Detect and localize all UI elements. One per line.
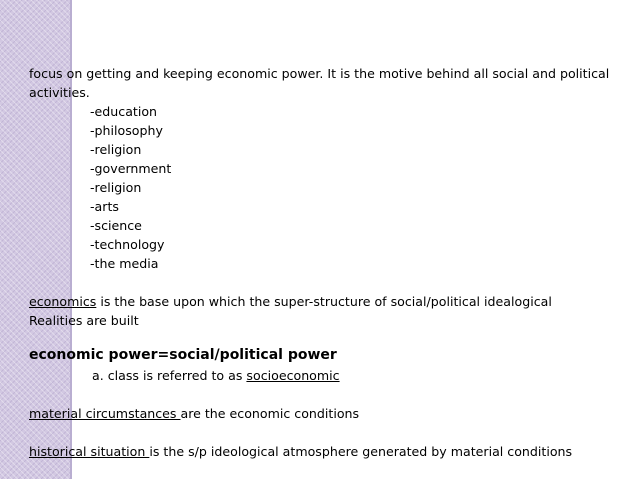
institution-list bbox=[29, 102, 629, 273]
power-heading: economic power=social/political power bbox=[29, 347, 337, 363]
material-paragraph bbox=[29, 404, 629, 423]
material-term: material circumstances bbox=[29, 406, 181, 421]
slide-content bbox=[29, 64, 629, 461]
material-definition: are the economic conditions bbox=[180, 406, 360, 421]
list-item: -religion bbox=[90, 180, 142, 195]
list-item: -government bbox=[90, 161, 172, 176]
list-item: -technology bbox=[90, 237, 165, 252]
economics-definition: is the base upon which the super-structure of social/political idealogical bbox=[96, 294, 552, 309]
list-item: -science bbox=[90, 218, 142, 233]
list-item: -the media bbox=[90, 256, 159, 271]
historical-definition: is the s/p ideological atmosphere generated by material conditions bbox=[149, 444, 573, 459]
economics-term: economics bbox=[29, 294, 97, 309]
class-subpoint bbox=[29, 366, 629, 385]
class-subpoint-text: a. class is referred to as bbox=[92, 368, 247, 383]
list-item: -arts bbox=[90, 199, 119, 214]
list-item: -religion bbox=[90, 142, 142, 157]
list-item: -philosophy bbox=[90, 123, 163, 138]
paragraph-1-line-1: focus on getting and keeping economic power. It is the motive behind all social and political bbox=[29, 66, 610, 81]
economics-paragraph-line-2: Realities are built bbox=[29, 313, 139, 328]
economics-paragraph bbox=[29, 292, 629, 311]
historical-term: historical situation bbox=[29, 444, 150, 459]
socioeconomic-term: socioeconomic bbox=[246, 368, 340, 383]
paragraph-1-line-2: activities. bbox=[29, 85, 90, 100]
historical-paragraph bbox=[29, 442, 629, 461]
list-item: -education bbox=[90, 104, 158, 119]
